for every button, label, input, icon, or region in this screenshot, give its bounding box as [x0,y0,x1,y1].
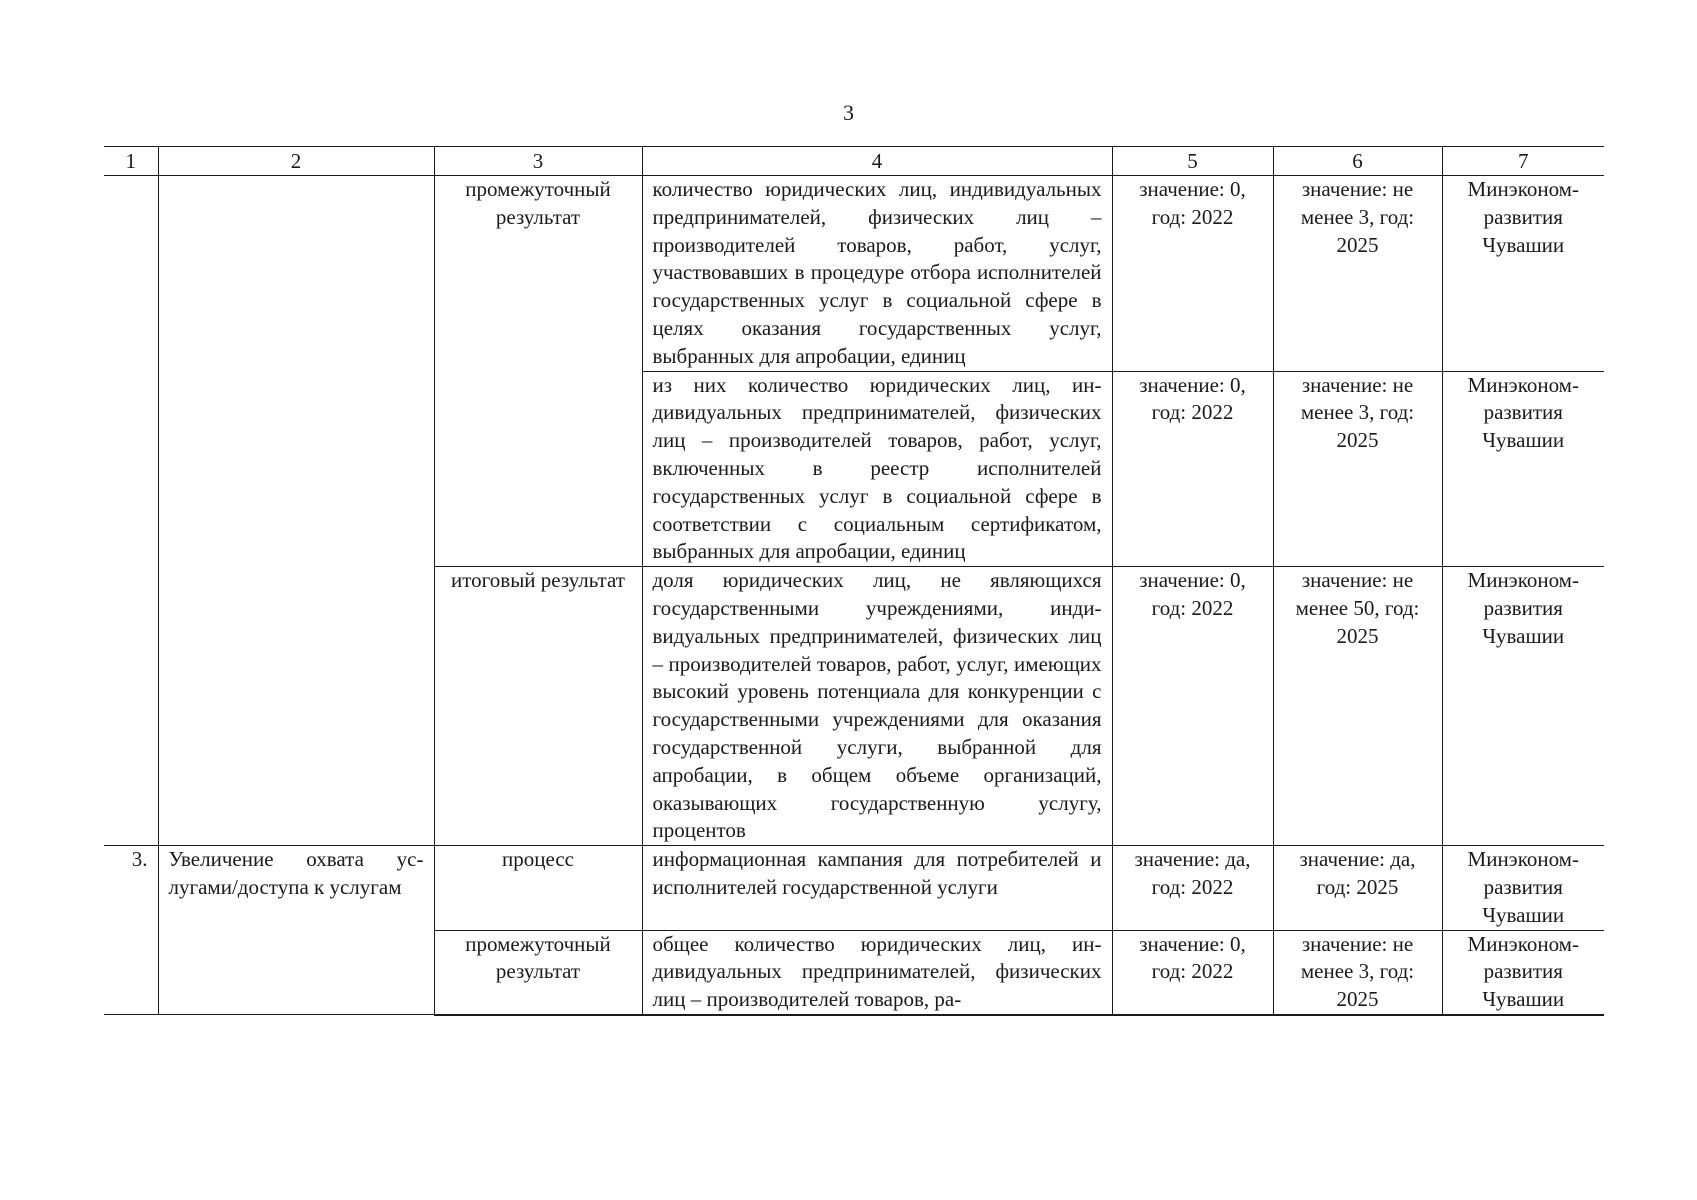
target-value-cell: значение: да, год: 2025 [1273,846,1442,930]
responsible-cell: Минэкономразвития Чувашии [1442,176,1604,372]
column-header: 7 [1442,147,1604,176]
table-row [104,176,1604,372]
goal-cell [158,176,434,846]
column-header: 2 [158,147,434,176]
base-value-cell: значение: 0, год: 2022 [1112,930,1273,1015]
indicator-cell: из них количество юридических лиц, индивидуальных предпринимателей, физических лиц – производителей товаров, работ, услуг, включенных в реестр исполнителей государственных услуг в социальной сфере в соответствии с социальным сертификатом, выбранных для апробации, единиц [642,371,1112,567]
indicator-cell: общее количество юридических лиц, индивидуальных предпринимателей, физических лиц – производителей товаров, ра- [642,930,1112,1015]
responsible-cell: Минэкономразвития Чувашии [1442,846,1604,930]
responsible-cell: Минэкономразвития Чувашии [1442,930,1604,1015]
column-header: 4 [642,147,1112,176]
row-number-cell: 3. [104,846,158,1015]
responsible-cell: Минэкономразвития Чувашии [1442,567,1604,846]
column-header: 5 [1112,147,1273,176]
table-row [104,846,1604,930]
row-number-cell [104,176,158,846]
table-header-row [104,147,1604,176]
target-value-cell: значение: не менее 50, год: 2025 [1273,567,1442,846]
result-type-cell: промежуточный результат [434,176,642,567]
target-value-cell: значение: не менее 3, год: 2025 [1273,176,1442,372]
goal-cell: Увеличение охвата услугами/доступа к услугам [158,846,434,1015]
column-header: 1 [104,147,158,176]
page-number: 3 [843,100,854,125]
base-value-cell: значение: 0, год: 2022 [1112,567,1273,846]
indicator-cell: информационная кампания для потребителей и исполнителей государственной услуги [642,846,1112,930]
indicator-cell: количество юридических лиц, индивидуальных предпринимателей, физических лиц – производителей товаров, работ, услуг, участвовавших в процедуре отбора исполнителей государственных услуг в социальной сфере в целях оказания государственных услуг, выбранных для апробации, единиц [642,176,1112,372]
result-type-cell: промежуточный результат [434,930,642,1015]
result-type-cell: итоговый результат [434,567,642,846]
base-value-cell: значение: 0, год: 2022 [1112,176,1273,372]
indicator-cell: доля юридических лиц, не являющихся государственными учреждениями, индивидуальных предпринимателей, физических лиц – производителей товаров, работ, услуг, имеющих высокий уровень потенциала для конкуренции с государственными учреждениями для оказания государственной услуги, выбранной для апробации, в общем объеме организаций, оказывающих государственную услугу, процентов [642,567,1112,846]
column-header: 6 [1273,147,1442,176]
responsible-cell: Минэкономразвития Чувашии [1442,371,1604,567]
column-header: 3 [434,147,642,176]
indicators-table [104,146,1604,1016]
target-value-cell: значение: не менее 3, год: 2025 [1273,371,1442,567]
base-value-cell: значение: да, год: 2022 [1112,846,1273,930]
base-value-cell: значение: 0, год: 2022 [1112,371,1273,567]
target-value-cell: значение: не менее 3, год: 2025 [1273,930,1442,1015]
result-type-cell: процесс [434,846,642,930]
